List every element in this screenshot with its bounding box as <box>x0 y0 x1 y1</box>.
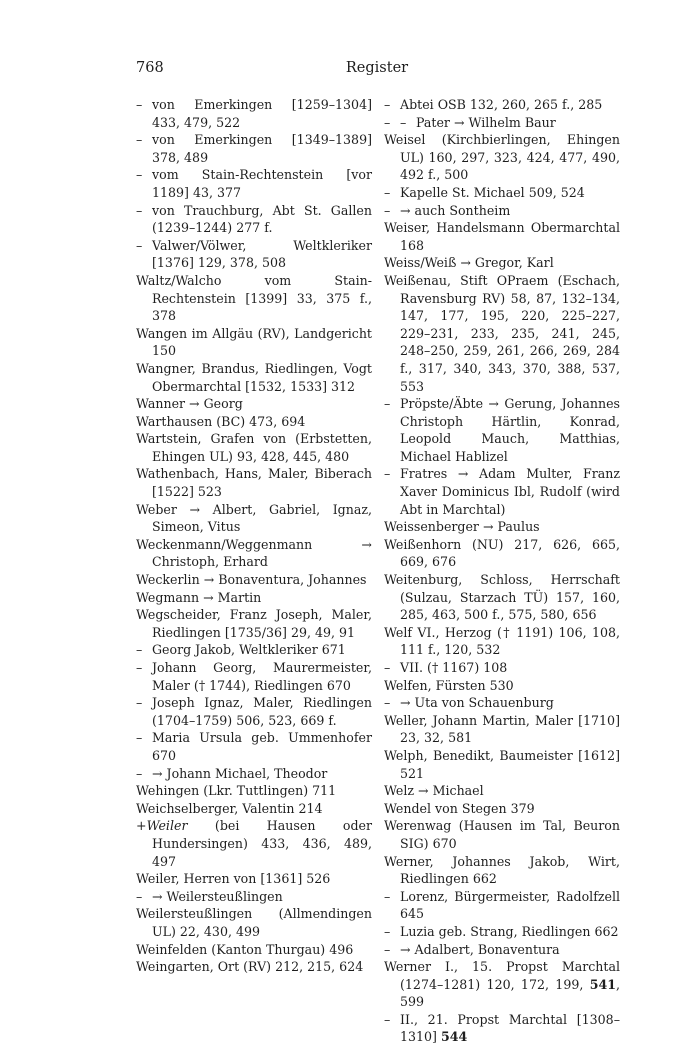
index-entry <box>384 131 620 184</box>
entry-text: Wanner → Georg <box>136 396 243 412</box>
entry-text: Werner I., 15. Propst Marchtal (1274–1281) 120, 172, 199, <box>384 959 620 992</box>
index-subentry <box>136 131 372 166</box>
subentry-dash: – <box>136 765 143 781</box>
index-entry <box>384 782 620 800</box>
subentry-dash: – <box>136 642 143 658</box>
subentry-dash: – <box>384 396 391 412</box>
entry-text: Weiler, Herren von [1361] 526 <box>136 871 331 887</box>
entry-text: Welph, Benedikt, Baumeister [1612] 521 <box>384 747 620 781</box>
entry-text: Kapelle St. Michael 509, 524 <box>400 184 585 200</box>
subentry-dash: – <box>384 202 391 218</box>
index-column-right <box>384 96 620 1046</box>
entry-text: vom Stain-Rechtenstein [vor 1189] 43, 377 <box>152 167 372 200</box>
index-entry <box>136 325 372 360</box>
index-subentry <box>384 202 620 220</box>
subentry-dash: – <box>136 237 143 253</box>
entry-text: → Johann Michael, Theodor <box>152 765 328 781</box>
subentry-dash: – <box>384 184 391 200</box>
entry-text: Wehingen (Lkr. Tuttlingen) 711 <box>136 783 337 799</box>
index-subentry <box>136 166 372 201</box>
subentry-dash: – <box>136 888 143 904</box>
index-subentry <box>384 96 620 114</box>
index-entry <box>136 413 372 431</box>
entry-text: Weißenau, Stift OPraem (Eschach, Ravensburg RV) 58, 87, 132–134, 147, 177, 195, 220, 225–227, 229–231, 233, 235, 241, 245, 248–250, 259, 261, 266, 269, 284 f., 317, 340, 343, 370, 388, 537, 553 <box>384 272 620 394</box>
index-entry <box>384 624 620 659</box>
entry-text: → auch Sontheim <box>400 202 511 218</box>
entry-bold-page: 544 <box>440 1029 468 1045</box>
entry-text: Wangen im Allgäu (RV), Landgericht 150 <box>136 325 372 359</box>
index-subentry <box>384 114 620 132</box>
index-entry <box>384 254 620 272</box>
entry-text: von Trauchburg, Abt St. Gallen (1239–1244) 277 f. <box>152 202 372 236</box>
index-subentry <box>384 395 620 465</box>
index-subentry <box>384 465 620 518</box>
entry-marker: + <box>136 818 147 834</box>
index-subentry <box>384 888 620 923</box>
index-entry <box>136 606 372 641</box>
index-subentry <box>136 641 372 659</box>
index-entry <box>384 800 620 818</box>
entry-text: Weiss/Weiß → Gregor, Karl <box>384 255 554 271</box>
entry-text: von Emerkingen [1349–1389] 378, 489 <box>152 132 372 165</box>
subentry-dash: – <box>384 1011 391 1027</box>
entry-text-tail: , 599 <box>400 976 620 1010</box>
entry-text: Welf VI., Herzog († 1191) 106, 108, 111 f., 120, 532 <box>384 624 620 658</box>
index-entry <box>136 958 372 976</box>
entry-text: Weißenhorn (NU) 217, 626, 665, 669, 676 <box>384 536 620 570</box>
subentry-dash: – <box>384 923 391 939</box>
index-entry <box>136 941 372 959</box>
index-subentry <box>384 694 620 712</box>
entry-text: Valwer/Völwer, Weltkleriker [1376] 129, 378, 508 <box>152 237 372 271</box>
subentry-dash: – <box>384 941 391 957</box>
entry-text: Weissenberger → Paulus <box>384 519 540 535</box>
subentry-dash: – <box>400 114 407 130</box>
index-entry <box>136 817 372 870</box>
running-title: Register <box>345 60 409 76</box>
entry-italic-term: Weiler <box>146 818 188 834</box>
index-entry <box>384 958 620 1011</box>
entry-text: Weilersteußlingen (Allmendingen UL) 22, 430, 499 <box>136 906 372 939</box>
entry-text: Wartstein, Grafen von (Erbstetten, Ehingen UL) 93, 428, 445, 480 <box>136 431 372 464</box>
entry-text: Maria Ursula geb. Ummenhofer 670 <box>152 730 372 763</box>
index-subentry <box>384 184 620 202</box>
index-entry <box>136 272 372 325</box>
entry-bold-page: 541 <box>589 976 616 992</box>
index-entry <box>384 518 620 536</box>
entry-text: Pröpste/Äbte → Gerung, Johannes Christoph Härtlin, Konrad, Leopold Mauch, Matthias, Michael Hablizel <box>400 396 620 464</box>
entry-text: Warthausen (BC) 473, 694 <box>136 413 306 429</box>
subentry-dash: – <box>136 695 143 711</box>
entry-text: Weitenburg, Schloss, Herrschaft (Sulzau, Starzach TÜ) 157, 160, 285, 463, 500 f., 575, 580, 656 <box>384 572 620 623</box>
index-subentry <box>136 202 372 237</box>
index-entry <box>136 905 372 940</box>
entry-text: Wathenbach, Hans, Maler, Biberach [1522] 523 <box>136 466 372 500</box>
entry-text: II., 21. Propst Marchtal [1308–1310] <box>400 1011 620 1045</box>
subentry-dash: – <box>384 888 391 904</box>
index-subentry <box>136 237 372 272</box>
subentry-dash: – <box>384 660 391 675</box>
entry-text: Fratres → Adam Multer, Franz Xaver Dominicus Ibl, Rudolf (wird Abt in Marchtal) <box>400 466 620 517</box>
subentry-dash: – <box>136 97 143 112</box>
subentry-dash: – <box>384 97 391 112</box>
entry-text: Joseph Ignaz, Maler, Riedlingen (1704–1759) 506, 523, 669 f. <box>152 695 372 728</box>
page-number: 768 <box>136 60 164 76</box>
index-entry <box>136 430 372 465</box>
index-entry <box>136 571 372 589</box>
index-entry <box>384 677 620 695</box>
entry-text: (bei Hausen oder Hundersingen) 433, 436, 489, 497 <box>152 818 372 869</box>
entry-text: Weckenmann/Weggenmann → Christoph, Erhard <box>136 536 372 570</box>
entry-text: → Uta von Schauenburg <box>400 695 554 711</box>
index-subentry <box>136 888 372 906</box>
index-entry <box>384 219 620 254</box>
entry-text: Wangner, Brandus, Riedlingen, Vogt Obermarchtal [1532, 1533] 312 <box>136 360 372 394</box>
subentry-dash: – <box>136 132 143 148</box>
index-entry <box>136 800 372 818</box>
entry-text: Waltz/Walcho vom Stain-Rechtenstein [1399] 33, 375 f., 378 <box>136 272 372 324</box>
entry-text: Welfen, Fürsten 530 <box>384 677 514 693</box>
entry-text: Pater → Wilhelm Baur <box>416 114 556 130</box>
entry-text: Weiser, Handelsmann Obermarchtal 168 <box>384 220 620 253</box>
entry-text: Luzia geb. Strang, Riedlingen 662 <box>400 923 619 939</box>
entry-text: Weber → Albert, Gabriel, Ignaz, Simeon, Vitus <box>136 501 372 535</box>
subentry-dash: – <box>136 167 143 183</box>
index-entry <box>136 395 372 413</box>
index-entry <box>136 870 372 888</box>
entry-text: Weinfelden (Kanton Thurgau) 496 <box>136 941 354 957</box>
subentry-dash: – <box>136 730 143 746</box>
entry-text: Weichselberger, Valentin 214 <box>136 800 323 816</box>
entry-text: Werenwag (Hausen im Tal, Beuron SIG) 670 <box>384 818 620 851</box>
subentry-dash: – <box>384 466 391 482</box>
index-subentry <box>136 96 372 131</box>
subentry-dash: – <box>384 695 391 711</box>
index-entry <box>384 536 620 571</box>
entry-text: Abtei OSB 132, 260, 265 f., 285 <box>400 97 603 112</box>
index-subentry <box>384 659 620 677</box>
index-entry <box>384 817 620 852</box>
subentry-dash: – <box>136 202 143 218</box>
entry-text: Lorenz, Bürgermeister, Radolfzell 645 <box>400 888 620 922</box>
entry-text: Wegmann → Martin <box>136 589 262 605</box>
subentry-dash: – <box>384 114 391 130</box>
entry-text: Johann Georg, Maurermeister, Maler († 1744), Riedlingen 670 <box>152 660 372 693</box>
entry-text: Georg Jakob, Weltkleriker 671 <box>152 642 346 658</box>
index-subentry <box>384 941 620 959</box>
page-header <box>136 60 618 82</box>
index-entry <box>384 712 620 747</box>
index-subentry <box>136 694 372 729</box>
index-subentry <box>384 923 620 941</box>
entry-text: Wendel von Stegen 379 <box>384 800 535 816</box>
index-subentry <box>136 765 372 783</box>
entry-text: Werner, Johannes Jakob, Wirt, Riedlingen 662 <box>384 853 620 887</box>
entry-text: VII. († 1167) 108 <box>400 660 508 675</box>
index-entry <box>384 272 620 395</box>
index-subentry <box>136 659 372 694</box>
index-entry <box>136 501 372 536</box>
index-entry <box>384 571 620 624</box>
index-entry <box>136 360 372 395</box>
index-column-left <box>136 96 372 976</box>
subentry-dash: – <box>136 660 143 675</box>
entry-text: Weller, Johann Martin, Maler [1710] 23, 32, 581 <box>384 712 620 746</box>
entry-text: Welz → Michael <box>384 783 484 799</box>
entry-text: → Adalbert, Bonaventura <box>400 941 560 957</box>
index-entry <box>136 589 372 607</box>
entry-text: Wegscheider, Franz Joseph, Maler, Riedlingen [1735/36] 29, 49, 91 <box>136 607 372 640</box>
index-subentry <box>384 1011 620 1046</box>
entry-text: Weingarten, Ort (RV) 212, 215, 624 <box>136 959 364 975</box>
index-entry <box>136 465 372 500</box>
entry-text: Weckerlin → Bonaventura, Johannes <box>136 572 367 588</box>
index-entry <box>136 782 372 800</box>
entry-text: von Emerkingen [1259–1304] 433, 479, 522 <box>152 97 372 130</box>
entry-text: Weisel (Kirchbierlingen, Ehingen UL) 160, 297, 323, 424, 477, 490, 492 f., 500 <box>384 132 620 183</box>
entry-text: → Weilersteußlingen <box>152 888 283 904</box>
index-entry <box>136 536 372 571</box>
index-entry <box>384 747 620 782</box>
index-subentry <box>136 729 372 764</box>
index-entry <box>384 853 620 888</box>
